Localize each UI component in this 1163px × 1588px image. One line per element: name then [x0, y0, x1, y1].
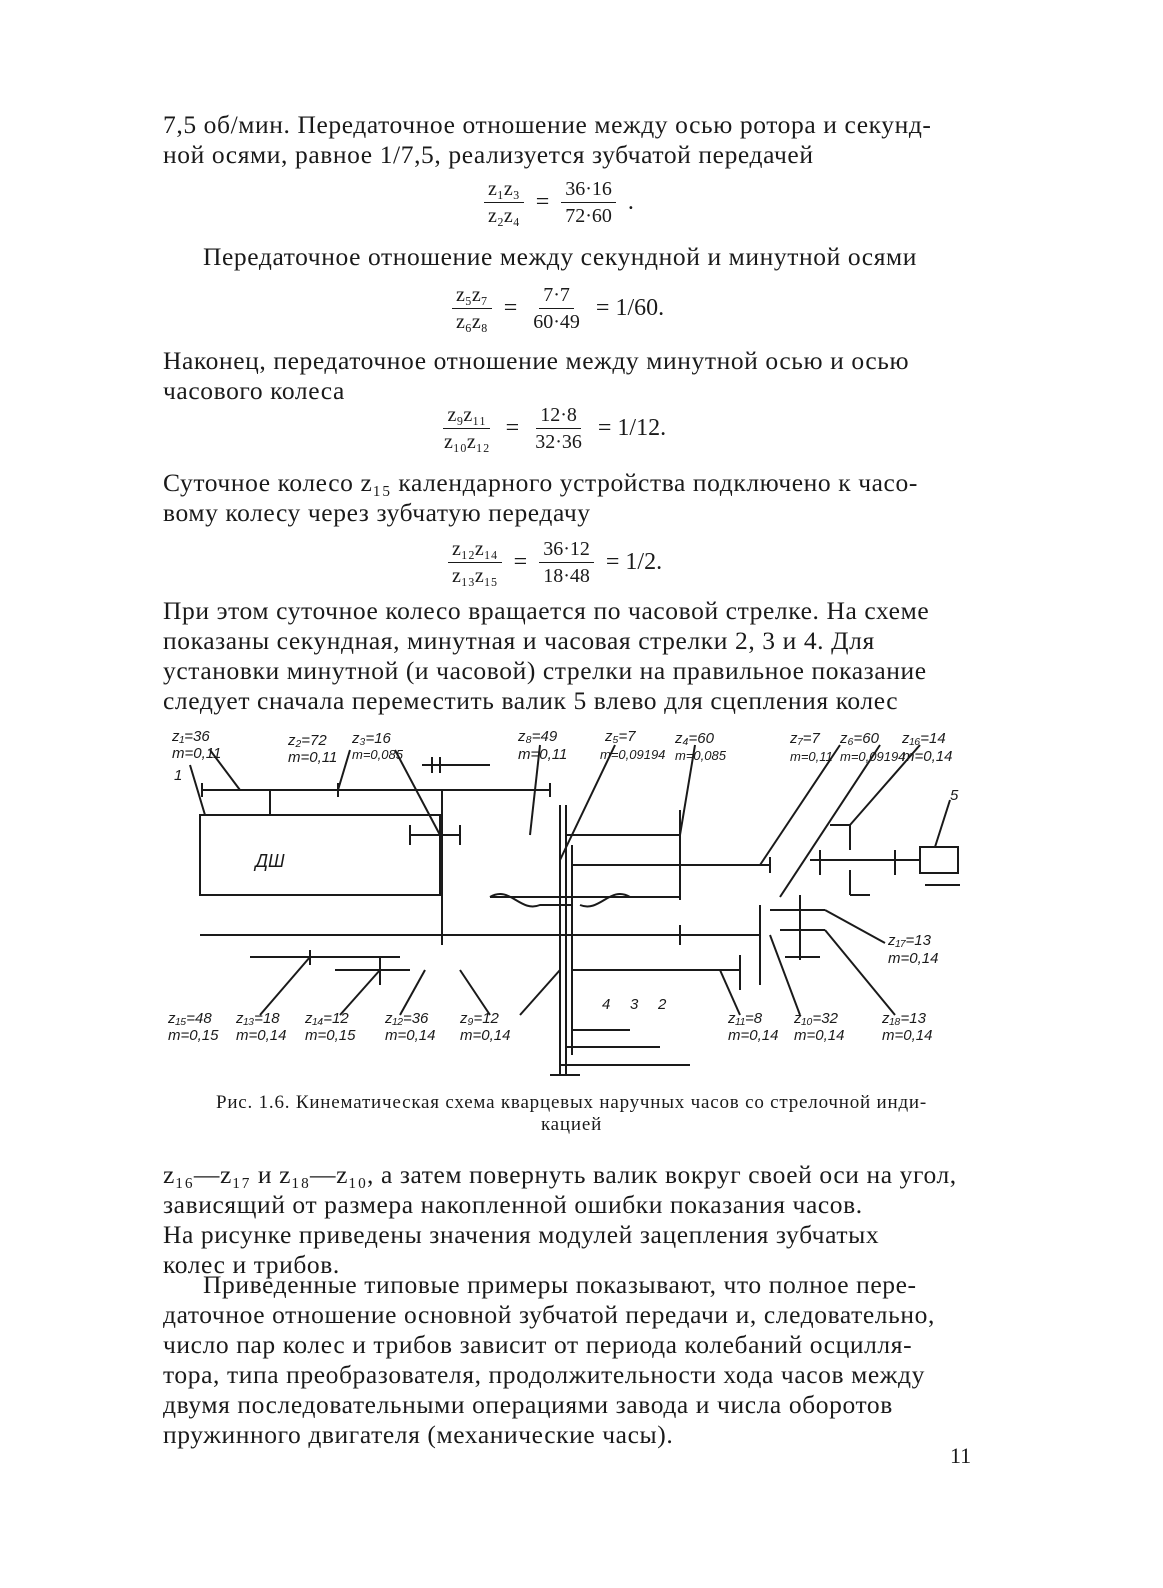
- label-z2: z₂=72: [288, 732, 327, 749]
- label-z7: z₇=7: [790, 730, 820, 747]
- label-z11: z₁₁=8: [728, 1010, 763, 1027]
- leader-line: [395, 750, 440, 835]
- formula-tail: = 1/12.: [597, 415, 667, 441]
- text-line: зависящий от размера накопленной ошибки показания часов.: [163, 1190, 863, 1219]
- label-z5: z₅=7: [605, 728, 636, 745]
- kinematic-diagram: [160, 725, 980, 1085]
- label-z16: z₁₆=14: [902, 730, 946, 747]
- text-line: На рисунке приведены значения модулей зацепления зубчатых: [163, 1220, 880, 1249]
- text-line: двумя последовательными операциями завода и числа оборотов: [163, 1390, 893, 1419]
- label-z14: z₁₄=12: [305, 1010, 349, 1027]
- leader-line: [935, 800, 950, 847]
- fraction-numerator: z₁₂z₁₄: [448, 538, 502, 563]
- label-z13: z₁₃=18: [236, 1010, 280, 1027]
- fraction-numerator: z₅z₇: [452, 284, 492, 309]
- figure-caption: [163, 1092, 980, 1136]
- label-m: m=0,11: [172, 745, 222, 762]
- label-m: m=0,14: [888, 950, 939, 967]
- fraction-denominator: z₆z₈: [456, 311, 488, 333]
- label-m: m=0,11: [288, 749, 338, 766]
- label-m: m=0,09194: [600, 747, 666, 762]
- text-line: пружинного двигателя (механические часы).: [163, 1420, 674, 1449]
- fraction-numerator: 36·16: [561, 178, 616, 203]
- label-z6: z₆=60: [840, 730, 879, 747]
- formula-tail: = 1/2.: [605, 549, 663, 575]
- page-number: 11: [950, 1443, 972, 1468]
- text-line: z₁₆—z₁₇ и z₁₈—z₁₀, а затем повернуть валик вокруг своей оси на угол,: [163, 1160, 957, 1189]
- fraction-denominator: 60·49: [533, 311, 580, 333]
- label-m: m=0,14: [902, 748, 953, 765]
- label-z1: z₁=36: [172, 728, 210, 745]
- text-line: даточное отношение основной зубчатой передачи и, следовательно,: [163, 1300, 935, 1329]
- label-m: m=0,15: [168, 1027, 219, 1044]
- text-line: Приведенные типовые примеры показывают, что полное пере-: [203, 1270, 917, 1299]
- label-m: m=0,14: [236, 1027, 287, 1044]
- text-line: следует сначала переместить валик 5 влево для сцепления колес: [163, 686, 899, 715]
- formula-tail: = 1/60.: [595, 295, 665, 321]
- fraction-numerator: 7·7: [539, 284, 574, 309]
- caption-line: кацией: [540, 1114, 603, 1135]
- hand-label-3: 3: [630, 996, 639, 1013]
- leader-line: [770, 935, 800, 1015]
- leader-line: [520, 970, 560, 1015]
- label-m: m=0,09194: [840, 749, 906, 764]
- fraction-numerator: 36·12: [539, 538, 594, 563]
- text-line: тора, типа преобразователя, продолжительности хода часов между: [163, 1360, 925, 1389]
- leader-line: [720, 970, 740, 1015]
- text-line: число пар колес и трибов зависит от периода колебаний осцилля-: [163, 1330, 913, 1359]
- paragraph-6: [163, 1160, 980, 1280]
- hand-label-2: 2: [658, 996, 667, 1013]
- label-m: m=0,14: [385, 1027, 436, 1044]
- label-m: m=0,085: [675, 748, 726, 763]
- fraction-denominator: z₁₀z₁₂: [444, 431, 490, 453]
- text-line: При этом суточное колесо вращается по часовой стрелке. На схеме: [163, 596, 930, 625]
- paragraph-2: [163, 242, 980, 272]
- hand-label-4: 4: [602, 996, 611, 1013]
- fraction-numerator: 12·8: [536, 404, 581, 429]
- formula-1: $\frac{\text{z₁z₃}}{\text{z₂z₄}}$ = $\frac{36\cdot 16}{72\cdot 60}$ .: [484, 178, 634, 227]
- label-z3: z₃=16: [352, 730, 391, 747]
- label-item: 1: [174, 767, 183, 784]
- label-m: m=0,11: [518, 746, 568, 763]
- fraction-denominator: 32·36: [535, 431, 582, 453]
- caption-line: Рис. 1.6. Кинематическая схема кварцевых наручных часов со стрелочной инди-: [215, 1092, 928, 1113]
- formula-3: $\frac{\text{z₉z₁₁}}{\text{z₁₀z₁₂}}$ = $\frac{12\cdot 8}{32\cdot 36}$ = 1/12.: [440, 404, 666, 453]
- paragraph-5: [163, 596, 980, 716]
- label-z4: z₄=60: [675, 730, 714, 747]
- label-z15: z₁₅=48: [168, 1010, 212, 1027]
- leader-line: [400, 970, 425, 1015]
- paragraph-7: [163, 1270, 980, 1450]
- gear-curve: [580, 894, 630, 906]
- label-m: m=0,14: [460, 1027, 511, 1044]
- text-line: ной осями, равное 1/7,5, реализуется зубчатой передачей: [163, 140, 814, 169]
- label-m: m=0,14: [794, 1027, 845, 1044]
- label-m: m=0,11: [790, 749, 833, 764]
- text-line: колес и трибов.: [163, 1250, 340, 1279]
- fraction-denominator: 18·48: [543, 565, 590, 587]
- label-m: m=0,085: [352, 747, 403, 762]
- text-line: показаны секундная, минутная и часовая стрелки 2, 3 и 4. Для: [163, 626, 875, 655]
- label-z9: z₉=12: [460, 1010, 499, 1027]
- text-line: часового колеса: [163, 376, 345, 405]
- fraction-numerator: z₉z₁₁: [443, 404, 490, 429]
- leader-line: [780, 745, 880, 897]
- label-m: m=0,15: [305, 1027, 356, 1044]
- fraction-denominator: 72·60: [565, 205, 612, 227]
- leader-line: [460, 970, 490, 1015]
- formula-tail: .: [627, 189, 634, 215]
- paragraph-3: [163, 346, 980, 406]
- text-line: 7,5 об/мин. Передаточное отношение между осью ротора и секунд-: [163, 110, 932, 139]
- formula-2: $\frac{\text{z₅z₇}}{\text{z₆z₈}}$ = $\frac{7\cdot 7}{60\cdot 49}$ = 1/60.: [452, 284, 664, 333]
- label-m: m=0,14: [882, 1027, 933, 1044]
- fraction-denominator: z₂z₄: [488, 205, 520, 227]
- formula-4: $\frac{\text{z₁₂z₁₄}}{\text{z₁₃z₁₅}}$ = $\frac{36\cdot 12}{18\cdot 48}$ = 1/2.: [448, 538, 662, 587]
- label-z8: z₈=49: [518, 728, 558, 745]
- leader-line: [825, 910, 885, 943]
- text-line: установки минутной (и часовой) стрелки на правильное показание: [163, 656, 927, 685]
- paragraph-1: [163, 110, 980, 170]
- label-item: 5: [950, 787, 959, 804]
- label-z17: z₁₇=13: [888, 932, 931, 949]
- text-line: Наконец, передаточное отношение между минутной осью и осью: [163, 346, 910, 375]
- label-z10: z₁₀=32: [794, 1010, 838, 1027]
- leader-line: [560, 745, 615, 860]
- text-line: Суточное колесо z₁₅ календарного устройства подключено к часо-: [163, 468, 918, 497]
- text-line: Передаточное отношение между секундной и минутной осями: [203, 242, 918, 271]
- motor-block: [200, 815, 440, 895]
- leader-line: [338, 750, 350, 790]
- leader-line: [260, 957, 310, 1015]
- crown-knob: [920, 847, 958, 873]
- paragraph-4: [163, 468, 980, 528]
- text-line: вому колесу через зубчатую передачу: [163, 498, 591, 527]
- label-z18: z₁₈=13: [882, 1010, 926, 1027]
- fraction-denominator: z₁₃z₁₅: [452, 565, 498, 587]
- block-label: ДШ: [255, 851, 285, 871]
- label-m: m=0,14: [728, 1027, 779, 1044]
- leader-line: [340, 970, 380, 1015]
- fraction-numerator: z₁z₃: [484, 178, 524, 203]
- label-z12: z₁₂=36: [385, 1010, 429, 1027]
